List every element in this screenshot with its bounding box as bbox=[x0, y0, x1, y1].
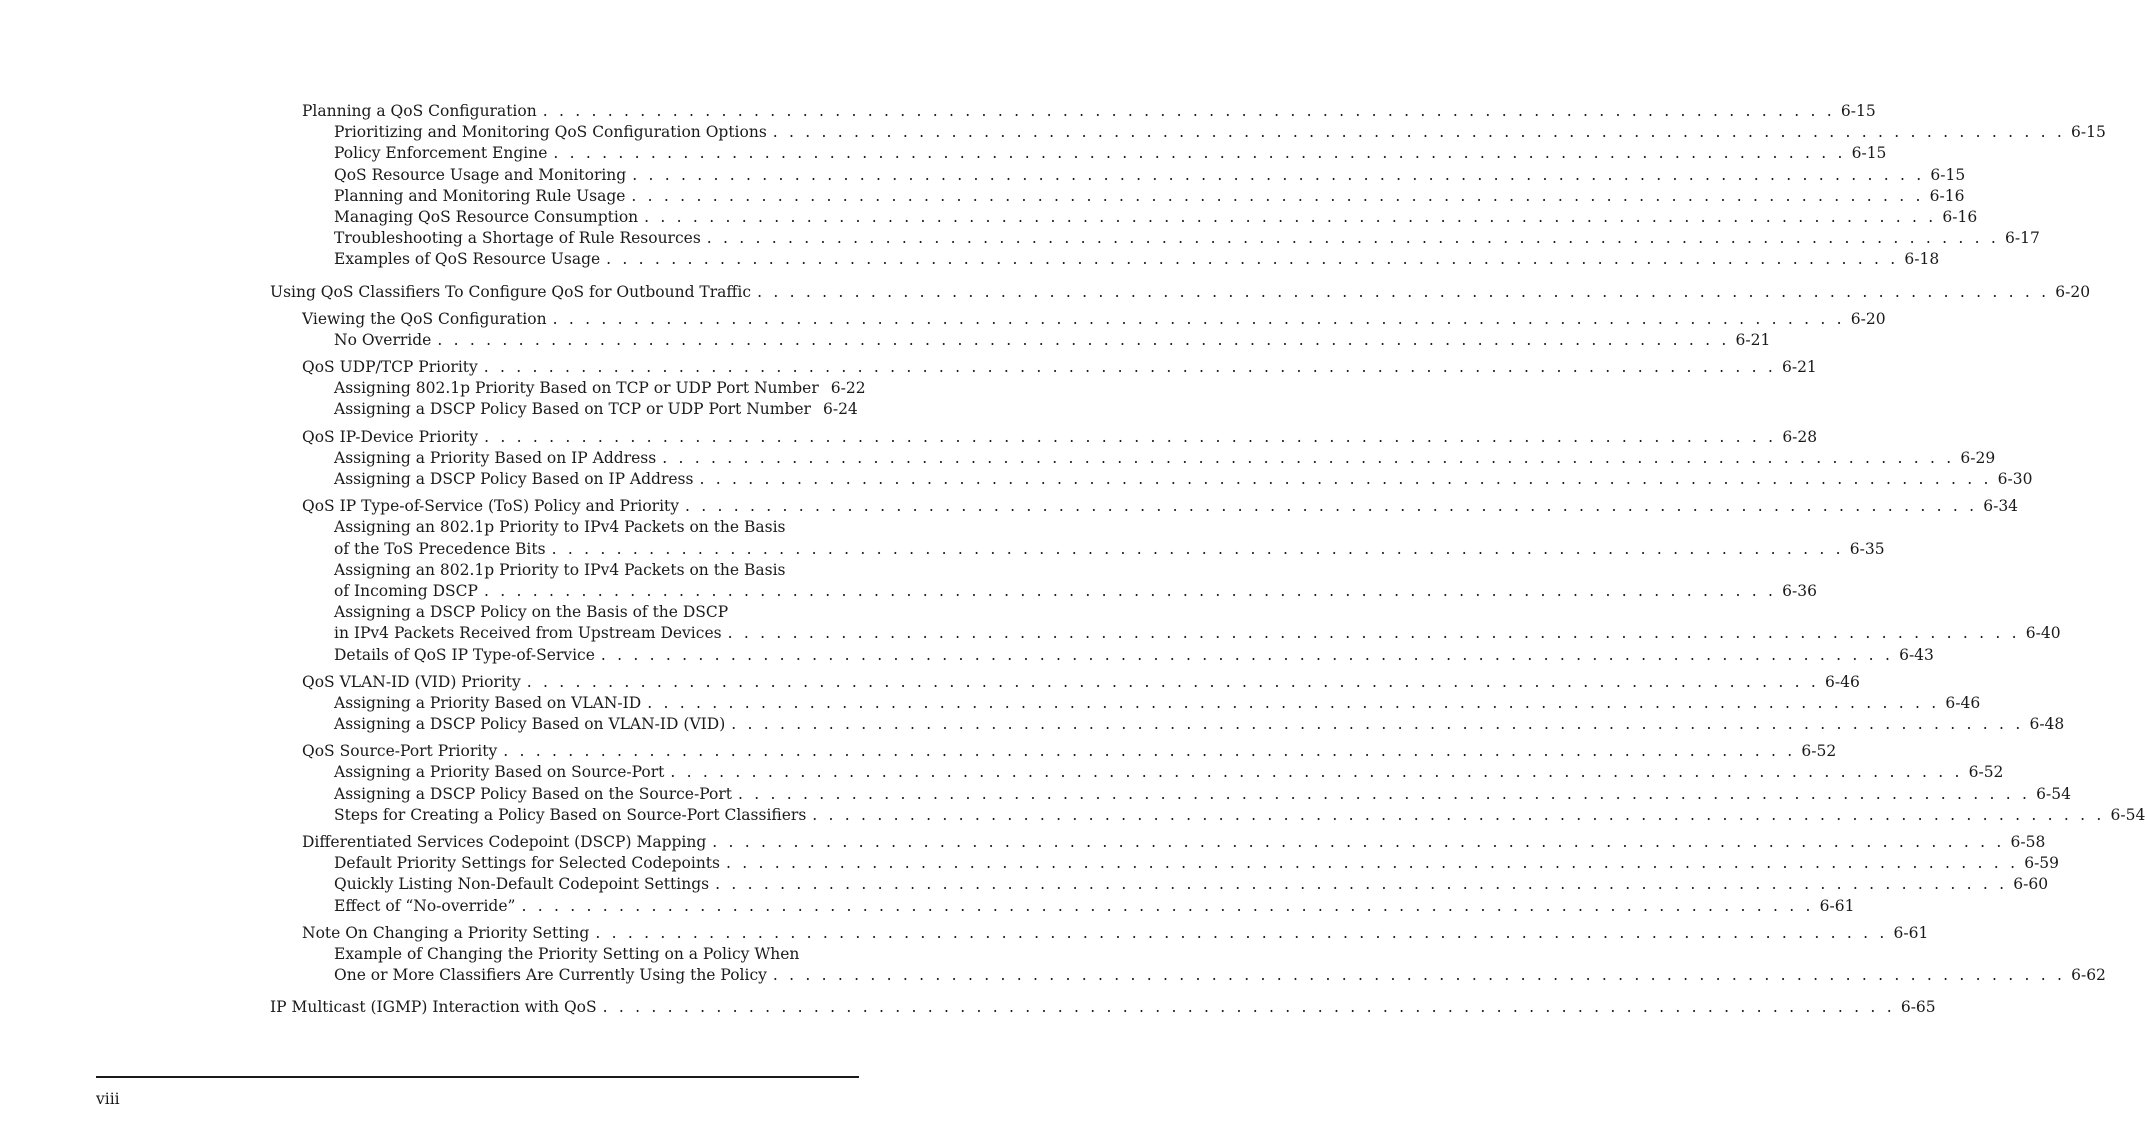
toc-entry[interactable] bbox=[270, 399, 856, 420]
toc-entry-title: Examples of QoS Resource Usage bbox=[334, 249, 606, 270]
toc-entry-title: QoS IP-Device Priority bbox=[302, 427, 484, 448]
toc-dot-leader: . . . . . . . . . . . . . . . . . . . . . . . . . . . . . . . . . . . . . . . . . . . . . . . . . . . . . . . . . . . . . . . . . . . . . . . . . . . . . . . . bbox=[757, 282, 2050, 301]
toc-entry[interactable] bbox=[270, 496, 2019, 517]
toc-entry-page: 6-15 bbox=[1840, 102, 1876, 120]
toc-entry-title: of Incoming DSCP bbox=[334, 581, 484, 602]
toc-dot-leader: . . . . . . . . . . . . . . . . . . . . . . . . . . . . . . . . . . . . . . . . . . . . . . . . . . . . . . . . . . . . . . . . . . . . . . . . . . . . . . . . bbox=[772, 123, 2065, 142]
toc-dot-leader: . . . . . . . . . . . . . . . . . . . . . . . . . . . . . . . . . . . . . . . . . . . . . . . . . . . . . . . . . . . . . . . . . . . . . . . . . . . . . . . . bbox=[644, 207, 1937, 226]
toc-entry-title: Planning a QoS Configuration bbox=[302, 101, 543, 122]
toc-dot-leader: . . . . . . . . . . . . . . . . . . . . . . . . . . . . . . . . . . . . . . . . . . . . . . . . . . . . . . . . . . . . . . . . . . . . . . . . . . . . . . . . bbox=[726, 854, 2019, 873]
toc-entry-page: 6-62 bbox=[2071, 966, 2106, 985]
toc-dot-leader: . . . . . . . . . . . . . . . . . . . . . . . . . . . . . . . . . . . . . . . . . . . . . . . . . . . . . . . . . . . . . . . . . . . . . . . . . . . . . . . . bbox=[595, 923, 1888, 942]
toc-entry-page: 6-15 bbox=[1930, 165, 1966, 184]
toc-entry[interactable] bbox=[270, 539, 1885, 560]
toc-entry-title: Prioritizing and Monitoring QoS Configuration Options bbox=[334, 122, 773, 143]
toc-entry[interactable] bbox=[270, 741, 1837, 762]
toc-entry[interactable] bbox=[270, 714, 2065, 735]
toc-entry-title: QoS Resource Usage and Monitoring bbox=[334, 165, 632, 186]
toc-entry[interactable] bbox=[270, 853, 2060, 874]
toc-entry-title: Assigning a DSCP Policy Based on VLAN-ID (VID) bbox=[334, 714, 731, 735]
toc-dot-leader: . . . . . . . . . . . . . . . . . . . . . . . . . . . . . . . . . . . . . . . . . . . . . . . . . . . . . . . . . . . . . . . . . . . . . . . . . . . . . . . . bbox=[685, 497, 1978, 516]
toc-entry-page: 6-65 bbox=[1900, 998, 1936, 1017]
toc-entry-page: 6-46 bbox=[1825, 672, 1860, 691]
toc-entry-page: 6-59 bbox=[2024, 854, 2060, 873]
toc-dot-leader: . . . . . . . . . . . . . . . . . . . . . . . . . . . . . . . . . . . . . . . . . . . . . . . . . . . . . . . . . . . . . . . . . . . . . . . . . . . . . . . . bbox=[715, 875, 2008, 894]
toc-entry[interactable] bbox=[270, 805, 2145, 826]
toc-entry-title: One or More Classifiers Are Currently Using the Policy bbox=[334, 965, 773, 986]
toc-dot-leader: . . . . . . . . . . . . . . . . . . . . . . . . . . . . . . . . . . . . . . . . . . . . . . . . . . . . . . . . . . . . . . . . . . . . . . . . . . . . . . . . bbox=[699, 470, 1992, 488]
toc-entry[interactable] bbox=[270, 330, 1771, 351]
toc-entry-page: 6-24 bbox=[822, 400, 858, 419]
toc-entry-title: Details of QoS IP Type-of-Service bbox=[334, 645, 601, 666]
toc-entry-title: Note On Changing a Priority Setting bbox=[302, 923, 595, 944]
toc-entry-title: Managing QoS Resource Consumption bbox=[334, 207, 644, 228]
toc-entry[interactable] bbox=[270, 832, 2046, 853]
toc-entry[interactable] bbox=[270, 560, 856, 581]
toc-entry-page: 6-34 bbox=[1983, 497, 2019, 516]
toc-entry[interactable] bbox=[270, 249, 1940, 270]
toc-entry-page: 6-21 bbox=[1781, 358, 1817, 377]
toc-dot-leader: . . . . . . . . . . . . . . . . . . . . . . . . . . . . . . . . . . . . . . . . . . . . . . . . . . . . . . . . . . . . . . . . . . . . . . . . . . . . . . . . bbox=[521, 896, 1814, 915]
toc-dot-leader: . . . . . . . . . . . . . . . . . . . . . . . . . . . . . . . . . . . . . . . . . . . . . . . . . . . . . . . . . . . . . . . . . . . . . . . . . . . . . . . . bbox=[503, 742, 1796, 761]
toc-entry-title: Assigning a DSCP Policy on the Basis of the DSCP bbox=[334, 602, 734, 623]
toc-entry-title: IP Multicast (IGMP) Interaction with QoS bbox=[270, 997, 603, 1018]
toc-entry[interactable] bbox=[270, 623, 2061, 644]
toc-entry-page: 6-21 bbox=[1735, 330, 1771, 349]
toc-entry[interactable] bbox=[270, 965, 2106, 986]
toc-entry-title: in IPv4 Packets Received from Upstream Devices bbox=[334, 623, 728, 644]
toc-entry-page: 6-52 bbox=[1801, 742, 1837, 761]
toc-entry[interactable] bbox=[270, 645, 1934, 666]
footer-rule bbox=[96, 1076, 859, 1078]
toc-dot-leader: . . . . . . . . . . . . . . . . . . . . . . . . . . . . . . . . . . . . . . . . . . . . . . . . . . . . . . . . . . . . . . . . . . . . . . . . . . . . . . . . bbox=[526, 672, 1819, 691]
toc-dot-leader: . . . . . . . . . . . . . . . . . . . . . . . . . . . . . . . . . . . . . . . . . . . . . . . . . . . . . . . . . . . . . . . . . . . . . . . . . . . . . . . . bbox=[551, 539, 1844, 558]
toc-entry-title: Assigning a Priority Based on VLAN-ID bbox=[334, 693, 647, 714]
toc-entry-page: 6-17 bbox=[2004, 229, 2040, 248]
toc-entry-page: 6-16 bbox=[1942, 207, 1978, 226]
toc-entry[interactable] bbox=[270, 357, 1817, 378]
toc-entry-page: 6-48 bbox=[2029, 715, 2065, 734]
toc-entry[interactable] bbox=[270, 427, 1818, 448]
toc-entry[interactable] bbox=[270, 122, 2106, 143]
toc-entry[interactable] bbox=[270, 207, 1978, 228]
toc-entry-page: 6-54 bbox=[2110, 805, 2145, 824]
toc-entry[interactable] bbox=[270, 448, 1996, 469]
toc-entry-title: Assigning a Priority Based on Source-Port bbox=[334, 762, 670, 783]
toc-dot-leader: . . . . . . . . . . . . . . . . . . . . . . . . . . . . . . . . . . . . . . . . . . . . . . . . . . . . . . . . . . . . . . . . . . . . . . . . . . . . . . . . bbox=[600, 645, 1894, 664]
toc-entry-page: 6-36 bbox=[1782, 581, 1817, 600]
toc-entry-page: 6-15 bbox=[2070, 123, 2106, 142]
toc-entry-page: 6-46 bbox=[1945, 693, 1981, 712]
toc-entry[interactable] bbox=[270, 762, 2004, 783]
toc-entry-title: Viewing the QoS Configuration bbox=[302, 309, 553, 330]
toc-entry-page: 6-22 bbox=[830, 379, 866, 398]
toc-dot-leader: . . . . . . . . . . . . . . . . . . . . . . . . . . . . . . . . . . . . . . . . . . . . . . . . . . . . . . . . . . . . . . . . . . . . . . . . . . . . . . . . bbox=[437, 330, 1730, 349]
toc-entry[interactable] bbox=[270, 282, 2091, 303]
toc-entry-title: Policy Enforcement Engine bbox=[334, 143, 553, 164]
toc-entry[interactable] bbox=[270, 693, 1981, 714]
toc-dot-leader: . . . . . . . . . . . . . . . . . . . . . . . . . . . . . . . . . . . . . . . . . . . . . . . . . . . . . . . . . . . . . . . . . . . . . . . . . . . . . . . . bbox=[670, 763, 1963, 782]
toc-entry[interactable] bbox=[270, 581, 1817, 602]
page-number: viii bbox=[96, 1090, 120, 1108]
toc-entry[interactable] bbox=[270, 784, 2071, 805]
toc-entry-page: 6-20 bbox=[1850, 309, 1886, 328]
toc-entry-title: Default Priority Settings for Selected Codepoints bbox=[334, 853, 726, 874]
toc-dot-leader: . . . . . . . . . . . . . . . . . . . . . . . . . . . . . . . . . . . . . . . . . . . . . . . . . . . . . . . . . . . . . . . . . . . . . . . . . . . . . . . . bbox=[483, 358, 1776, 377]
toc-entry-title: Effect of “No-override” bbox=[334, 896, 521, 917]
toc-entry[interactable] bbox=[270, 309, 1886, 330]
toc-entry-title: No Override bbox=[334, 330, 437, 351]
toc-entry[interactable] bbox=[270, 874, 2049, 895]
toc-entry[interactable] bbox=[270, 378, 866, 399]
toc-entry-title: Assigning 802.1p Priority Based on TCP or UDP Port Number bbox=[334, 378, 825, 399]
toc-entry-page: 6-15 bbox=[1851, 144, 1887, 163]
toc-dot-leader: . . . . . . . . . . . . . . . . . . . . . . . . . . . . . . . . . . . . . . . . . . . . . . . . . . . . . . . . . . . . . . . . . . . . . . . . . . . . . . . . bbox=[483, 581, 1777, 600]
toc-entry-title: Quickly Listing Non-Default Codepoint Settings bbox=[334, 874, 715, 895]
toc-entry-title: Troubleshooting a Shortage of Rule Resources bbox=[334, 228, 707, 249]
toc-entry-page: 6-35 bbox=[1849, 539, 1885, 558]
toc-entry-title: Using QoS Classifiers To Configure QoS for Outbound Traffic bbox=[270, 282, 757, 303]
toc-entry[interactable] bbox=[270, 896, 1855, 917]
toc-dot-leader: . . . . . . . . . . . . . . . . . . . . . . . . . . . . . . . . . . . . . . . . . . . . . . . . . . . . . . . . . . . . . . . . . . . . . . . . . . . . . . . . bbox=[731, 715, 2024, 734]
toc-entry-title: Assigning a DSCP Policy Based on IP Address bbox=[334, 469, 699, 490]
toc-entry-page: 6-54 bbox=[2036, 784, 2071, 803]
toc-dot-leader: . . . . . . . . . . . . . . . . . . . . . . . . . . . . . . . . . . . . . . . . . . . . . . . . . . . . . . . . . . . . . . . . . . . . . . . . . . . . . . . . bbox=[662, 448, 1955, 467]
toc-dot-leader: . . . . . . . . . . . . . . . . . . . . . . . . . . . . . . . . . . . . . . . . . . . . . . . . . . . . . . . . . . . . . . . . . . . . . . . . . . . . . . . . bbox=[602, 998, 1895, 1017]
toc-dot-leader: . . . . . . . . . . . . . . . . . . . . . . . . . . . . . . . . . . . . . . . . . . . . . . . . . . . . . . . . . . . . . . . . . . . . . . . . . . . . . . . . bbox=[553, 144, 1846, 163]
toc-entry-page: 6-60 bbox=[2013, 875, 2049, 894]
toc-entry[interactable] bbox=[270, 672, 1860, 693]
toc-dot-leader: . . . . . . . . . . . . . . . . . . . . . . . . . . . . . . . . . . . . . . . . . . . . . . . . . . . . . . . . . . . . . . . . . . . . . . . . . . . . . . . . bbox=[631, 186, 1924, 205]
toc-entry[interactable] bbox=[270, 469, 2033, 490]
table-of-contents bbox=[270, 101, 2145, 1019]
toc-dot-leader: . . . . . . . . . . . . . . . . . . . . . . . . . . . . . . . . . . . . . . . . . . . . . . . . . . . . . . . . . . . . . . . . . . . . . . . . . . . . . . . . bbox=[706, 229, 1999, 248]
toc-entry-title: Planning and Monitoring Rule Usage bbox=[334, 186, 631, 207]
toc-entry[interactable] bbox=[270, 923, 1929, 944]
toc-dot-leader: . . . . . . . . . . . . . . . . . . . . . . . . . . . . . . . . . . . . . . . . . . . . . . . . . . . . . . . . . . . . . . . . . . . . . . . . . . . . . . . . bbox=[632, 165, 1925, 184]
toc-dot-leader: . . . . . . . . . . . . . . . . . . . . . . . . . . . . . . . . . . . . . . . . . . . . . . . . . . . . . . . . . . . . . . . . . . . . . . . . . . . . . . . . bbox=[542, 102, 1835, 120]
toc-entry-page: 6-52 bbox=[1968, 763, 2004, 782]
toc-entry-title: Differentiated Services Codepoint (DSCP) Mapping bbox=[302, 832, 712, 853]
toc-entry-title: QoS UDP/TCP Priority bbox=[302, 357, 484, 378]
toc-entry-page: 6-29 bbox=[1960, 448, 1996, 467]
toc-dot-leader: . . . . . . . . . . . . . . . . . . . . . . . . . . . . . . . . . . . . . . . . . . . . . . . . . . . . . . . . . . . . . . . . . . . . . . . . . . . . . . . . bbox=[712, 833, 2005, 851]
toc-entry[interactable] bbox=[270, 228, 2040, 249]
toc-dot-leader: . . . . . . . . . . . . . . . . . . . . . . . . . . . . . . . . . . . . . . . . . . . . . . . . . . . . . . . . . . . . . . . . . . . . . . . . . . . . . . . . bbox=[772, 966, 2066, 985]
toc-entry-title: Assigning a DSCP Policy Based on TCP or UDP Port Number bbox=[334, 399, 817, 420]
toc-entry-page: 6-20 bbox=[2055, 282, 2091, 301]
toc-dot-leader: . . . . . . . . . . . . . . . . . . . . . . . . . . . . . . . . . . . . . . . . . . . . . . . . . . . . . . . . . . . . . . . . . . . . . . . . . . . . . . . . bbox=[727, 624, 2020, 643]
toc-entry-title: of the ToS Precedence Bits bbox=[334, 539, 552, 560]
toc-entry[interactable] bbox=[270, 517, 856, 538]
toc-dot-leader: . . . . . . . . . . . . . . . . . . . . . . . . . . . . . . . . . . . . . . . . . . . . . . . . . . . . . . . . . . . . . . . . . . . . . . . . . . . . . . . . bbox=[484, 427, 1777, 446]
toc-dot-leader: . . . . . . . . . . . . . . . . . . . . . . . . . . . . . . . . . . . . . . . . . . . . . . . . . . . . . . . . . . . . . . . . . . . . . . . . . . . . . . . . bbox=[552, 309, 1845, 328]
toc-dot-leader: . . . . . . . . . . . . . . . . . . . . . . . . . . . . . . . . . . . . . . . . . . . . . . . . . . . . . . . . . . . . . . . . . . . . . . . . . . . . . . . . bbox=[812, 805, 2105, 824]
toc-entry-title: Assigning an 802.1p Priority to IPv4 Packets on the Basis bbox=[334, 560, 792, 581]
toc-dot-leader: . . . . . . . . . . . . . . . . . . . . . . . . . . . . . . . . . . . . . . . . . . . . . . . . . . . . . . . . . . . . . . . . . . . . . . . . . . . . . . . . bbox=[647, 693, 1940, 712]
toc-entry[interactable] bbox=[270, 944, 856, 965]
toc-entry-page: 6-61 bbox=[1819, 896, 1855, 915]
toc-dot-leader: . . . . . . . . . . . . . . . . . . . . . . . . . . . . . . . . . . . . . . . . . . . . . . . . . . . . . . . . . . . . . . . . . . . . . . . . . . . . . . . . bbox=[737, 784, 2031, 803]
toc-entry-title: Assigning a DSCP Policy Based on the Source-Port bbox=[334, 784, 738, 805]
toc-entry-title: Assigning a Priority Based on IP Address bbox=[334, 448, 662, 469]
toc-entry[interactable] bbox=[270, 101, 1876, 122]
toc-entry-page: 6-30 bbox=[1997, 470, 2033, 488]
toc-entry-title: Steps for Creating a Policy Based on Source-Port Classifiers bbox=[334, 805, 812, 826]
toc-entry-page: 6-58 bbox=[2010, 833, 2046, 851]
toc-entry-title: QoS IP Type-of-Service (ToS) Policy and Priority bbox=[302, 496, 685, 517]
toc-entry-title: QoS Source-Port Priority bbox=[302, 741, 503, 762]
toc-entry-page: 6-16 bbox=[1929, 186, 1965, 205]
toc-entry-page: 6-40 bbox=[2025, 624, 2061, 643]
toc-entry[interactable] bbox=[270, 997, 1936, 1018]
toc-entry[interactable] bbox=[270, 186, 1965, 207]
toc-entry-title: Example of Changing the Priority Setting on a Policy When bbox=[334, 944, 805, 965]
toc-entry-page: 6-18 bbox=[1904, 250, 1940, 269]
toc-entry[interactable] bbox=[270, 602, 856, 623]
toc-entry-page: 6-28 bbox=[1782, 427, 1818, 446]
toc-entry-page: 6-61 bbox=[1893, 923, 1929, 942]
toc-entry[interactable] bbox=[270, 143, 1887, 164]
toc-dot-leader: . . . . . . . . . . . . . . . . . . . . . . . . . . . . . . . . . . . . . . . . . . . . . . . . . . . . . . . . . . . . . . . . . . . . . . . . . . . . . . . . bbox=[606, 250, 1899, 269]
toc-entry-title: Assigning an 802.1p Priority to IPv4 Packets on the Basis bbox=[334, 517, 792, 538]
toc-entry-title: QoS VLAN-ID (VID) Priority bbox=[302, 672, 527, 693]
toc-entry-page: 6-43 bbox=[1899, 645, 1934, 664]
toc-entry[interactable] bbox=[270, 165, 1966, 186]
